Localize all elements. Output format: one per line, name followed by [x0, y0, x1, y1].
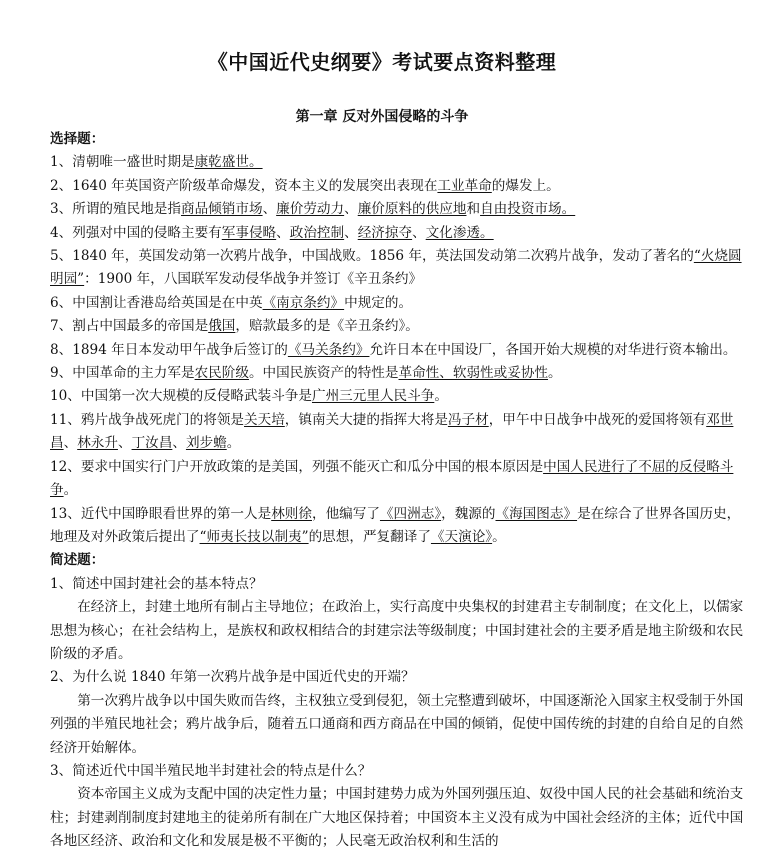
answer-text: 邓世昌 — [50, 411, 734, 452]
question-text: 。 — [434, 388, 448, 405]
question-text: 3、所谓的殖民地是指 — [50, 201, 181, 218]
question-text: ：1900 年，八国联军发动侵华战争并签订《辛丑条约》 — [84, 271, 423, 288]
question-text: ，他编写了 — [311, 505, 380, 522]
choice-item — [50, 151, 750, 174]
answer-text: 《天演论》 — [430, 528, 493, 545]
short-question: 3、简述近代中国半殖民地半封建社会的特点是什么？ — [50, 762, 372, 779]
answer-text: 廉价原料的供应地 — [357, 201, 467, 218]
answer-text: 工业革命 — [437, 177, 492, 194]
answer-text: 军事侵略 — [221, 224, 277, 241]
choice-item — [50, 409, 750, 456]
question-text: 6、中国割让香港岛给英国是在中英 — [50, 294, 263, 311]
question-text: 。 — [548, 365, 562, 382]
question-text: ，魏源的 — [441, 505, 496, 522]
question-text: 5、1840 年，英国发动第一次鸦片战争，中国战败。1856 年，英法国发动第二次鸦片战争，发动了著名的 — [50, 248, 694, 265]
question-text: 4、列强对中国的侵略主要有 — [50, 224, 222, 241]
choice-item — [50, 362, 750, 385]
question-text: ，赔款最多的是《辛丑条约》。 — [235, 318, 419, 335]
choice-item — [50, 503, 750, 550]
question-text: 的爆发上。 — [491, 177, 560, 194]
answer-text: 关天培 — [244, 411, 285, 428]
answer-text: 革命性、软弱性或妥协性 — [398, 365, 549, 382]
answer-text: 政治控制 — [289, 224, 345, 241]
choice-item — [50, 456, 750, 503]
question-text: 。 — [492, 528, 506, 545]
question-text: 11、鸦片战争战死虎门的将领是 — [50, 411, 245, 428]
question-text: 9、中国革命的主力军是 — [50, 365, 195, 382]
question-text: 。 — [226, 435, 241, 452]
answer-text: 林永升 — [77, 435, 118, 452]
choice-item — [50, 175, 750, 198]
question-text: 、 — [172, 435, 186, 452]
choice-item — [50, 339, 750, 362]
question-text: 的思想，严复翻译了 — [308, 528, 431, 545]
question-text: 10、中国第一次大规模的反侵略武装斗争是 — [50, 388, 312, 405]
question-text: 1、清朝唯一盛世时期是 — [50, 154, 195, 171]
question-text: 、 — [117, 435, 132, 452]
answer-text: 《马关条约》 — [287, 341, 370, 358]
answer-text: “火烧圆明园” — [50, 248, 742, 288]
choice-item — [50, 222, 750, 245]
choice-item — [50, 315, 750, 338]
answer-text: 丁汝昌 — [131, 435, 173, 452]
answer-text: 廉价劳动力 — [276, 201, 345, 218]
answer-text: 《南京条约》 — [262, 294, 345, 311]
question-text: 。中国民族资产的特性是 — [248, 365, 399, 382]
answer-text: 中国人民进行了不屈的反侵略斗争 — [50, 458, 734, 499]
section-heading-short: 简述题： — [50, 552, 105, 569]
question-text: 是在综合了世界各国历史，地理及对外政策后提出了 — [50, 505, 741, 545]
question-text: 8、1894 年日本发动甲午战争后签订的 — [50, 341, 288, 358]
choice-item — [50, 385, 750, 408]
choice-question-list — [50, 151, 750, 549]
question-text: 、 — [262, 201, 277, 218]
answer-text: “师夷长技以制夷” — [199, 528, 309, 545]
answer-text: 俄国 — [208, 318, 236, 335]
answer-text: 农民阶级 — [194, 365, 249, 382]
document-body — [50, 128, 750, 854]
choice-item — [50, 292, 750, 315]
question-text: ，甲午中日战争中战死的爱国将领有 — [488, 411, 707, 428]
choice-item — [50, 245, 750, 292]
answer-text: 自由投资市场。 — [480, 201, 576, 218]
question-text: 允许日本在中国设厂，各国开始大规模的对华进行资本输出。 — [369, 341, 737, 358]
question-text: 12、要求中国实行门户开放政策的是美国，列强不能灭亡和瓜分中国的根本原因是 — [50, 458, 544, 475]
answer-text: 林则徐 — [271, 505, 312, 522]
question-text: 、 — [344, 224, 358, 241]
answer-text: 冯子材 — [447, 411, 489, 428]
answer-text: 康乾盛世。 — [194, 154, 263, 171]
question-text: 、 — [412, 224, 426, 241]
question-text: 、 — [276, 224, 290, 241]
question-text: 7、割占中国最多的帝国是 — [50, 318, 209, 335]
question-text: 和 — [466, 201, 481, 218]
document-title: 《中国近代史纲要》考试要点资料整理 — [207, 50, 557, 74]
question-text: ，镇南关大捷的指挥大将是 — [284, 411, 448, 428]
answer-text: 商品倾销市场 — [181, 201, 263, 218]
choice-item — [50, 198, 750, 221]
answer-text: 文化渗透。 — [425, 224, 494, 241]
answer-text: 刘步蟾 — [185, 435, 227, 452]
short-answer: 第一次鸦片战争以中国失败而告终，主权独立受到侵犯，领土完整遭到破坏，中国逐渐沦入国家主权受制于外国列强的半殖民地社会；鸦片战争后，随着五口通商和西方商品在中国的倾销，促使中国传统的封建的自给自足的自然经济开始解体。 — [50, 692, 744, 756]
short-answer: 资本帝国主义成为支配中国的决定性力量；中国封建势力成为外国列强压迫、奴役中国人民的社会基础和统治支柱；封建剥削制度封建地主的徒弟所有制在广大地区保持着；中国资本主义没有成为中国社会经济的主体；近代中国各地区经济、政治和文化和发展是极不平衡的；人民毫无政治权利和生活的 — [50, 786, 744, 850]
question-text: 、 — [63, 435, 78, 452]
short-answer: 在经济上，封建土地所有制占主导地位；在政治上，实行高度中央集权的封建君主专制制度；在文化上，以儒家思想为核心；在社会结构上，是族权和政权相结合的封建宗法等级制度；中国封建社会的主要矛盾是地主阶级和农民阶级的矛盾。 — [50, 599, 744, 662]
question-text: 。 — [63, 482, 78, 499]
question-text: 2、1640 年英国资产阶级革命爆发，资本主义的发展突出表现在 — [50, 177, 438, 194]
answer-text: 经济掠夺 — [357, 224, 413, 241]
answer-text: 《海国图志》 — [495, 505, 578, 522]
short-question: 2、为什么说 1840 年第一次鸦片战争是中国近代史的开端？ — [50, 669, 415, 686]
answer-text: 广州三元里人民斗争 — [311, 388, 435, 405]
answer-text: 《四洲志》 — [379, 505, 442, 522]
chapter-title: 第一章 反对外国侵略的斗争 — [295, 109, 469, 125]
short-question: 1、简述中国封建社会的基本特点？ — [50, 575, 263, 592]
short-question-list — [50, 573, 750, 854]
question-text: 13、近代中国睁眼看世界的第一人是 — [50, 505, 272, 522]
question-text: 中规定的。 — [344, 294, 413, 311]
section-heading-choice: 选择题： — [50, 131, 105, 147]
question-text: 、 — [344, 201, 358, 218]
